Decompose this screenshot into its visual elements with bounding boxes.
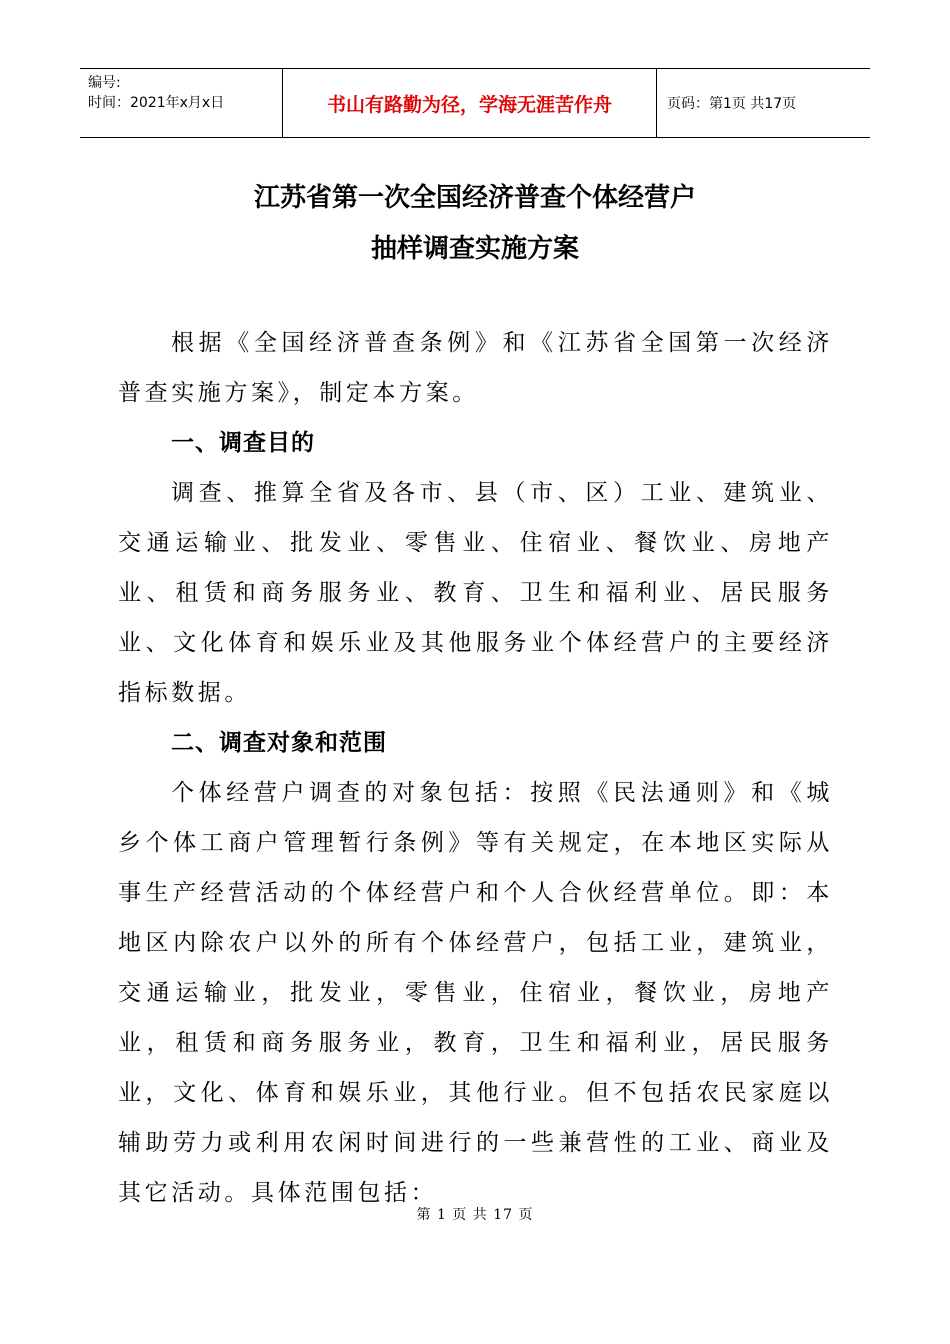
section-1-heading: 一、调查目的 bbox=[171, 430, 315, 456]
section-2-paragraph: 个体经营户调查的对象包括：按照《民法通则》和《城乡个体工商户管理暂行条例》等有关规定，在本地区实际从事生产经营活动的个体经营户和个人合伙经营单位。即：本地区内除农户以外的所有个体经营户，包括工业，建筑业，交通运输业，批发业，零售业，住宿业，餐饮业，房地产业，租赁和商务服务业，教育，卫生和福利业，居民服务业，文化、体育和娱乐业，其他行业。但不包括农民家庭以辅助劳力或利用农闲时间进行的一些兼营性的工业、商业及其它活动。具体范围包括： bbox=[118, 780, 833, 1206]
page-header bbox=[80, 68, 870, 138]
header-motto: 书山有路勤为径，学海无涯苦作舟 bbox=[326, 93, 612, 116]
document-number-label: 编号: bbox=[88, 75, 121, 91]
document-date: 时间：2021年x月x日 bbox=[88, 95, 225, 111]
intro-paragraph: 根据《全国经济普查条例》和《江苏省全国第一次经济普查实施方案》，制定本方案。 bbox=[118, 330, 833, 406]
header-motto-cell bbox=[283, 69, 657, 137]
header-meta bbox=[80, 69, 283, 137]
header-page-cell bbox=[657, 69, 870, 137]
page-footer: 第 1 页 共 17 页 bbox=[416, 1207, 534, 1223]
document-title-line-2: 抽样调查实施方案 bbox=[370, 234, 579, 264]
document-title-line-1: 江苏省第一次全国经济普查个体经营户 bbox=[253, 183, 696, 213]
section-1-paragraph: 调查、推算全省及各市、县（市、区）工业、建筑业、交通运输业、批发业、零售业、住宿业、餐饮业、房地产业、租赁和商务服务业、教育、卫生和福利业、居民服务业、文化体育和娱乐业及其他服务业个体经营户的主要经济指标数据。 bbox=[118, 480, 833, 706]
section-2-heading: 二、调查对象和范围 bbox=[171, 730, 387, 756]
document-body bbox=[118, 318, 833, 1218]
header-page-code: 页码：第1页 共17页 bbox=[667, 96, 797, 112]
